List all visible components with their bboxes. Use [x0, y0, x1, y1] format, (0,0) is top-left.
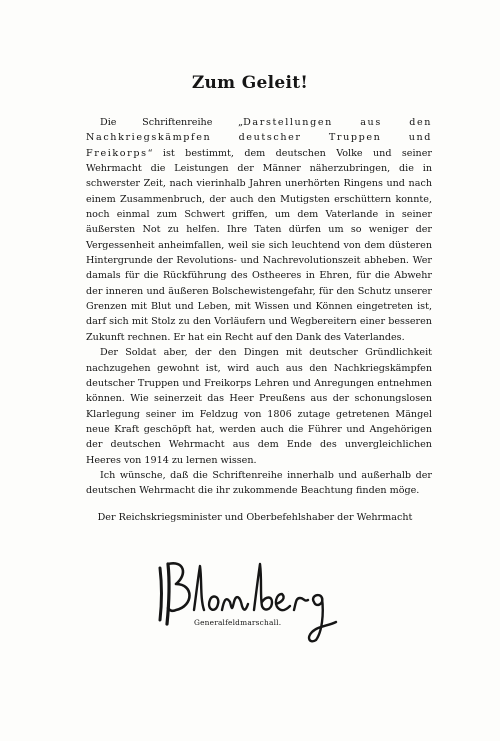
closing-line: Der Reichskriegsminister und Oberbefehlshaber der Wehrmacht	[97, 512, 413, 523]
paragraph-2: Der Soldat aber, der den Dingen mit deutscher Gründlichkeit nachzugehen gewohnt ist, wird auch aus den Nachkriegskämpfen deutscher Truppen und Freikorps Lehren und Anregungen entnehmen können. Wie seinerzeit das Heer Preußens aus der schonungslosen Klarlegung seiner im Feldzug von 1806 zutage getretenen Mängel neue Kraft geschöpft hat, werden auch die Führer und Angehörigen der deutschen Wehrmacht aus dem Ende des unvergleichlichen Heeres von 1914 zu lernen wissen.	[86, 347, 432, 466]
paragraph-1-intro: Die Schriftenreihe „	[100, 117, 244, 128]
page-title: Zum Geleit!	[191, 73, 309, 93]
handwritten-signature	[150, 540, 370, 650]
body-text	[86, 115, 432, 499]
paragraph-1-text: “ ist bestimmt, dem deutschen Volke und seiner Wehrmacht die Leistungen der Männer näherzubringen, die in schwerster Zeit, nach vierinhalb Jahren unerhörten Ringens und nach einem Zusammenbruch, der auch den Mutigsten erschüttern konnte, noch einmal zum Schwert griffen, um dem Vaterlande in seiner äußersten Not zu helfen. Ihre Taten dürfen um so weniger der Vergessenheit anheimfallen, weil sie sich leuchtend von dem düsteren Hintergrunde der Revolutions- und Nachrevolutionszeit abheben. Wer damals für die Rückführung des Ostheeres in Ehren, für die Abwehr der inneren und äußeren Bolschewistengefahr, für den Schutz unserer Grenzen mit Blut und Leben, mit Wissen und Können eingetreten ist, darf sich mit Stolz zu den Vorläufern und Wegbereitern einer besseren Zukunft rechnen. Er hat ein Recht auf den Dank des Vaterlandes.	[86, 147, 432, 343]
paragraph-1	[86, 115, 432, 345]
paragraph-3: Ich wünsche, daß die Schriftenreihe innerhalb und außerhalb der deutschen Wehrmacht die ihr zukommende Beachtung finden möge.	[86, 469, 432, 497]
series-title: Darstellungen aus den Nachkriegskämpfen deutscher Truppen und Freikorps	[86, 117, 432, 159]
signature-rank: Generalfeldmarschall.	[194, 618, 282, 627]
